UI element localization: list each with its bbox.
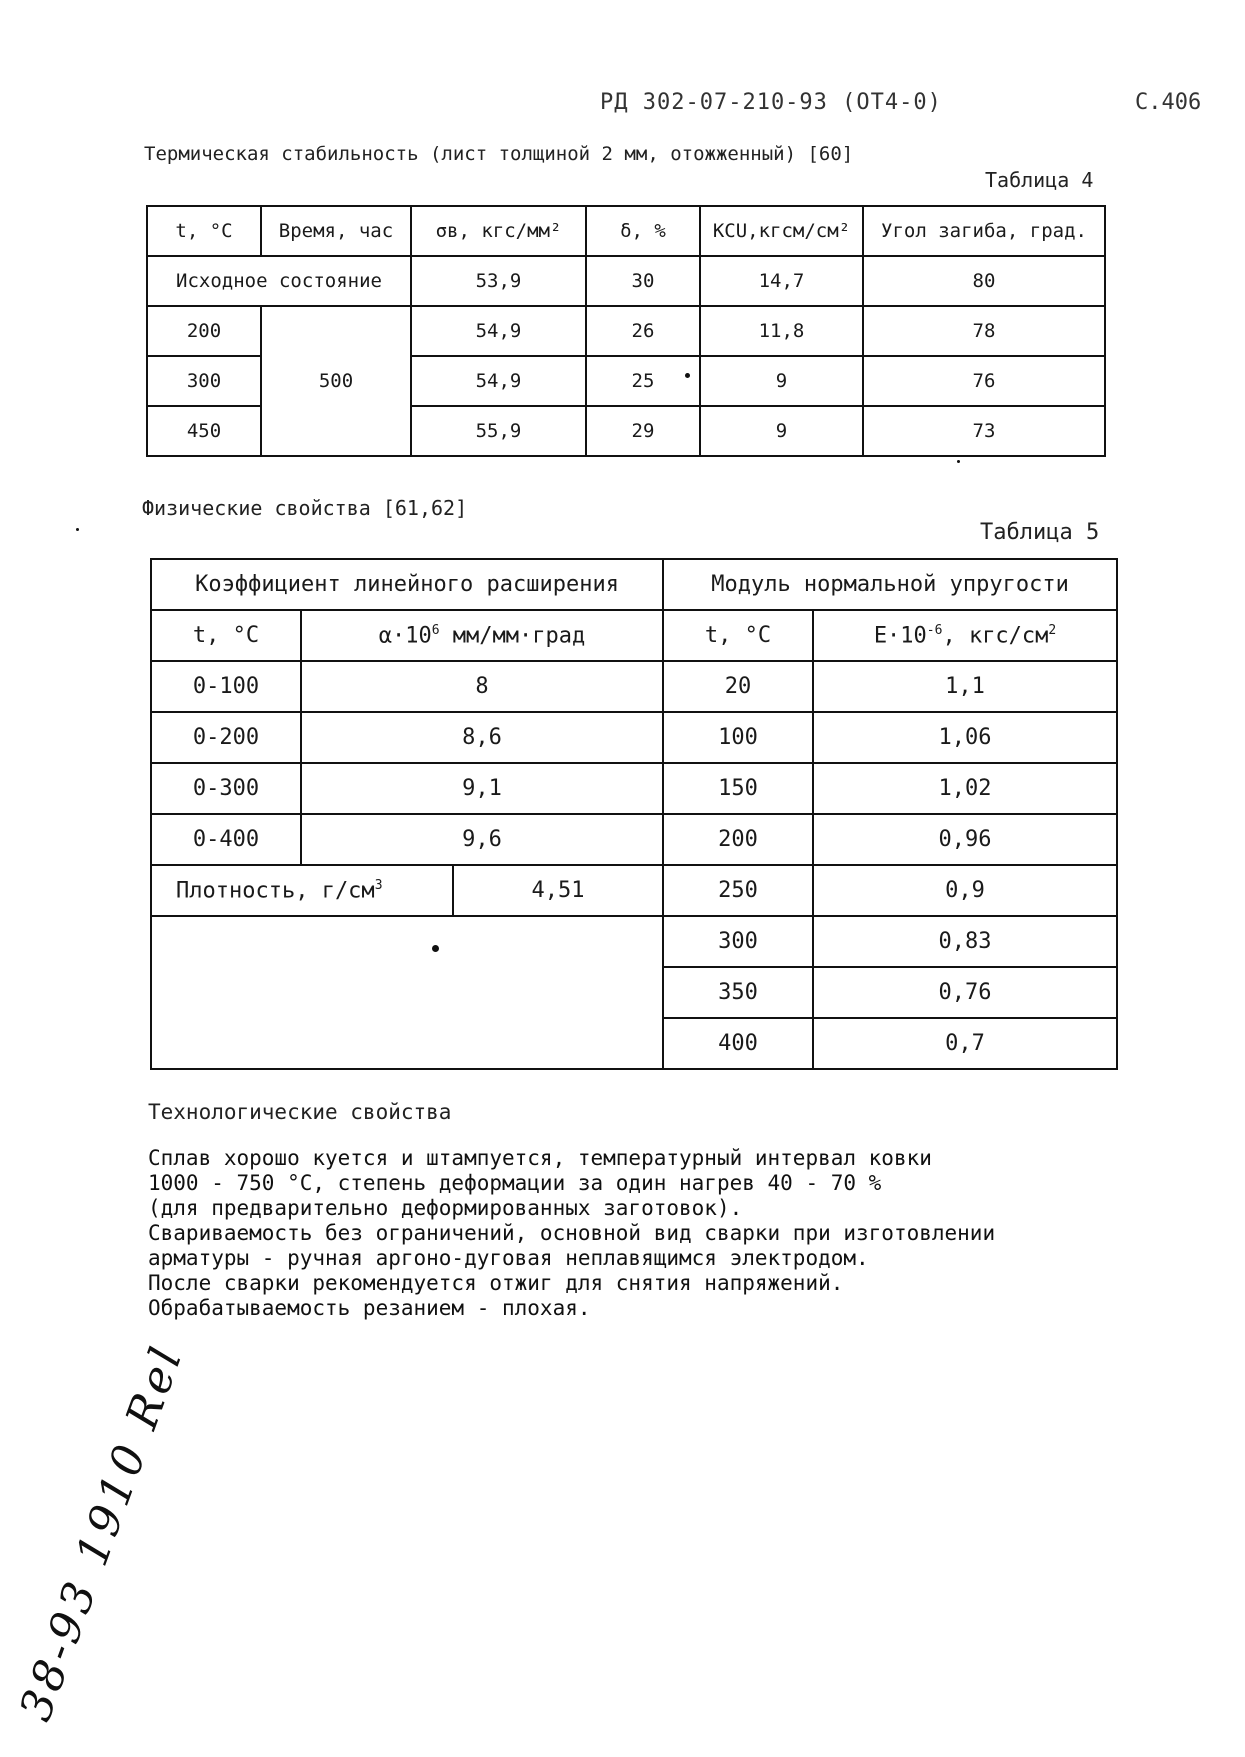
table-row <box>151 763 1117 814</box>
density-label-text: Плотность, г/см <box>176 878 375 904</box>
table-header-row <box>151 610 1117 661</box>
merged-time-cell: 500 <box>261 306 411 456</box>
table-cell: 20 <box>663 661 813 712</box>
table-cell: 73 <box>863 406 1105 456</box>
col-header-time: Время, час <box>261 206 411 256</box>
tech-properties-body <box>148 1146 995 1321</box>
group-header-elastic-modulus: Модуль нормальной упругости <box>663 559 1117 610</box>
table-cell: 1,06 <box>813 712 1117 763</box>
table-cell: 0-100 <box>151 661 301 712</box>
table-row <box>147 306 1105 356</box>
table-cell: 450 <box>147 406 261 456</box>
table-row <box>147 256 1105 306</box>
col-header-modulus <box>813 610 1117 661</box>
table-cell: 250 <box>663 865 813 916</box>
table-cell: 150 <box>663 763 813 814</box>
table-cell: 54,9 <box>411 306 586 356</box>
table-cell: 9 <box>700 406 863 456</box>
table-row <box>151 712 1117 763</box>
table-cell: 8 <box>301 661 663 712</box>
table-cell: 9 <box>700 356 863 406</box>
table-cell: 200 <box>147 306 261 356</box>
col-header-alpha-exponent: 6 <box>431 622 440 638</box>
col-header-modulus-unit: , кгс/см <box>942 623 1049 649</box>
col-header-modulus-prefix: E·10 <box>873 623 927 649</box>
paragraph-line: После сварки рекомендуется отжиг для снятия напряжений. <box>148 1271 844 1295</box>
table5-caption: Физические свойства [61,62] <box>142 496 468 520</box>
table-cell: 0,9 <box>813 865 1117 916</box>
table-row <box>151 661 1117 712</box>
table-cell: 76 <box>863 356 1105 406</box>
table-group-header-row <box>151 559 1117 610</box>
table-cell: 14,7 <box>700 256 863 306</box>
col-header-bend-angle: Угол загиба, град. <box>863 206 1105 256</box>
table-row <box>151 814 1117 865</box>
table-cell: 55,9 <box>411 406 586 456</box>
col-header-modulus-unit-exponent: 2 <box>1048 622 1057 638</box>
table-cell: 0-200 <box>151 712 301 763</box>
col-header-modulus-exponent: -6 <box>926 622 943 638</box>
table-cell: 0,7 <box>813 1018 1117 1069</box>
table5-label: Таблица 5 <box>980 520 1100 545</box>
table4-caption: Термическая стабильность (лист толщиной 2 мм, отожженный) [60] <box>144 143 854 165</box>
table-cell: 100 <box>663 712 813 763</box>
table-cell: 200 <box>663 814 813 865</box>
table-cell: 11,8 <box>700 306 863 356</box>
physical-properties-table <box>150 558 1118 1070</box>
table-header-row <box>147 206 1105 256</box>
col-header-alpha-prefix: α·10 <box>378 623 432 649</box>
table-cell: 0-400 <box>151 814 301 865</box>
table-cell: 9,6 <box>301 814 663 865</box>
paragraph-line: Обрабатываемость резанием - плохая. <box>148 1296 591 1320</box>
table-row <box>151 865 1117 916</box>
table-cell: 0,83 <box>813 916 1117 967</box>
col-header-alpha <box>301 610 663 661</box>
table-cell: 1,1 <box>813 661 1117 712</box>
scan-speck <box>957 460 960 463</box>
density-value: 4,51 <box>453 865 663 916</box>
group-header-linear-expansion: Коэффициент линейного расширения <box>151 559 663 610</box>
col-header-temperature: t, °C <box>663 610 813 661</box>
tech-properties-title: Технологические свойства <box>148 1100 452 1124</box>
density-label-exponent: 3 <box>374 877 383 893</box>
table-cell: 30 <box>586 256 700 306</box>
paragraph-line: (для предварительно деформированных заготовок). <box>148 1196 743 1220</box>
handwritten-note: 38-93 1910 Rel <box>10 1337 194 1728</box>
table-cell: 0,96 <box>813 814 1117 865</box>
page-number: С.406 <box>1135 90 1202 115</box>
paragraph-line: Свариваемость без ограничений, основной вид сварки при изготовлении <box>148 1221 996 1245</box>
table-cell: 25 <box>586 356 700 406</box>
col-header-impact-strength: KCU,кгсм/см² <box>700 206 863 256</box>
col-header-temperature: t, °C <box>147 206 261 256</box>
table-cell: 300 <box>147 356 261 406</box>
table4-label: Таблица 4 <box>985 168 1094 192</box>
table-cell: 300 <box>663 916 813 967</box>
scan-speck <box>685 373 690 378</box>
table-cell: 26 <box>586 306 700 356</box>
empty-cell <box>151 916 663 1069</box>
scan-speck <box>432 945 439 952</box>
density-label <box>151 865 453 916</box>
table-cell: 29 <box>586 406 700 456</box>
paragraph-line: арматуры - ручная аргоно-дуговая неплавящимся электродом. <box>148 1246 869 1270</box>
col-header-temperature-range: t, °C <box>151 610 301 661</box>
paragraph-line: 1000 - 750 °С, степень деформации за один нагрев 40 - 70 % <box>148 1171 882 1195</box>
table-cell: 78 <box>863 306 1105 356</box>
table-cell: 53,9 <box>411 256 586 306</box>
document-header-code: РД 302-07-210-93 (ОТ4-0) <box>600 90 942 115</box>
table-cell: 80 <box>863 256 1105 306</box>
col-header-elongation: δ, % <box>586 206 700 256</box>
table-cell: 400 <box>663 1018 813 1069</box>
col-header-alpha-unit: мм/мм·град <box>439 623 586 649</box>
table-cell: 9,1 <box>301 763 663 814</box>
table-cell: 350 <box>663 967 813 1018</box>
table-cell: 1,02 <box>813 763 1117 814</box>
table-cell: 54,9 <box>411 356 586 406</box>
scan-speck <box>76 528 79 531</box>
paragraph-line: Сплав хорошо куется и штампуется, температурный интервал ковки <box>148 1146 932 1170</box>
table-cell: 8,6 <box>301 712 663 763</box>
table-cell: 0-300 <box>151 763 301 814</box>
table-cell: 0,76 <box>813 967 1117 1018</box>
table-row <box>151 916 1117 967</box>
initial-state-label: Исходное состояние <box>147 256 411 306</box>
col-header-tensile-strength: σв, кгс/мм² <box>411 206 586 256</box>
thermal-stability-table <box>146 205 1106 457</box>
